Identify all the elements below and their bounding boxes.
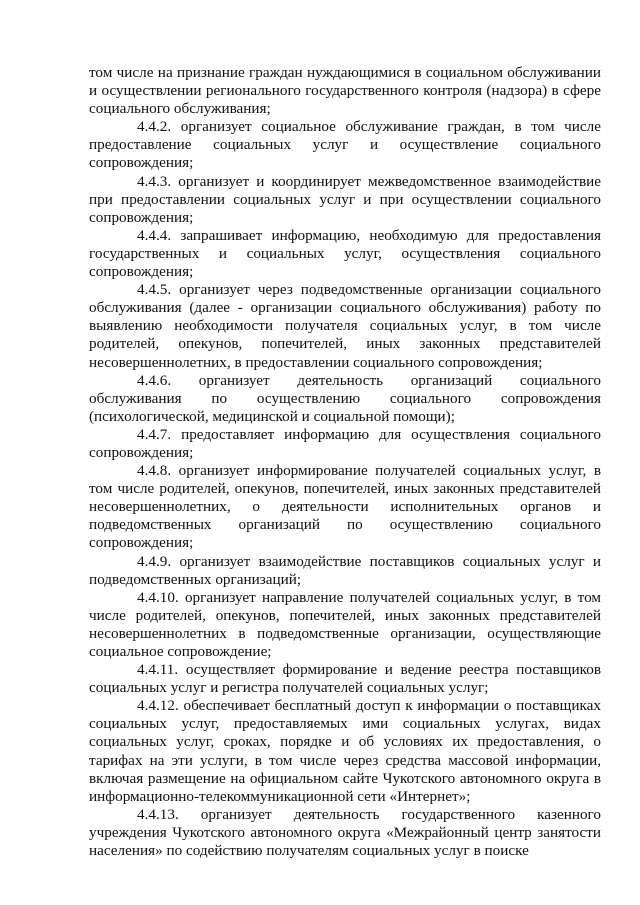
paragraph-4-4-9: 4.4.9. организует взаимодействие поставщиков социальных услуг и подведомственных организаций; — [89, 552, 601, 588]
paragraph-4-4-10: 4.4.10. организует направление получателей социальных услуг, в том числе родителей, опекунов, попечителей, иных законных представителей несовершеннолетних в подведомственные организации, осуществляющие социальное сопровождение; — [89, 588, 601, 660]
paragraph-4-4-11: 4.4.11. осуществляет формирование и ведение реестра поставщиков социальных услуг и регистра получателей социальных услуг; — [89, 661, 601, 697]
document-page — [89, 64, 601, 860]
paragraph-4-4-7: 4.4.7. предоставляет информацию для осуществления социального сопровождения; — [89, 425, 601, 461]
paragraph-4-4-3: 4.4.3. организует и координирует межведомственное взаимодействие при предоставлении социальных услуг и при осуществлении социального сопровождения; — [89, 172, 601, 226]
paragraph-4-4-5: 4.4.5. организует через подведомственные организации социального обслуживания (далее - организации социального обслуживания) работу по выявлению необходимости получателя социальных услуг, в том числе родителей, опекунов, попечителей, иных законных представителей несовершеннолетних, в предоставлении социального сопровождения; — [89, 281, 601, 371]
paragraph-4-4-2: 4.4.2. организует социальное обслуживание граждан, в том числе предоставление социальных услуг и осуществление социального сопровождения; — [89, 118, 601, 172]
paragraph-4-4-12: 4.4.12. обеспечивает бесплатный доступ к информации о поставщиках социальных услуг, предоставляемых ими социальных услугах, видах социальных услуг, сроках, порядке и об условиях их предоставления, о тарифах на эти услуги, в том числе через средства массовой информации, включая размещение на официальном сайте Чукотского автономного округа в информационно-телекоммуникационной сети «Интернет»; — [89, 697, 601, 805]
paragraph-4-4-13: 4.4.13. организует деятельность государственного казенного учреждения Чукотского автономного округа «Межрайонный центр занятости населения» по содействию получателям социальных услуг в поиске — [89, 805, 601, 860]
paragraph-4-4-6: 4.4.6. организует деятельность организаций социального обслуживания по осуществлению социального сопровождения (психологической, медицинской и социальной помощи); — [89, 371, 601, 425]
paragraph-4-4-8: 4.4.8. организует информирование получателей социальных услуг, в том числе родителей, опекунов, попечителей, иных законных представителей несовершеннолетних, о деятельности исполнительных органов и подведомственных организаций по осуществлению социального сопровождения; — [89, 462, 601, 552]
paragraph-continuation: том числе на признание граждан нуждающимися в социальном обслуживании и осуществлении регионального государственного контроля (надзора) в сфере социального обслуживания; — [89, 64, 601, 118]
paragraph-4-4-4: 4.4.4. запрашивает информацию, необходимую для предоставления государственных и социальных услуг, осуществления социального сопровождения; — [89, 226, 601, 281]
